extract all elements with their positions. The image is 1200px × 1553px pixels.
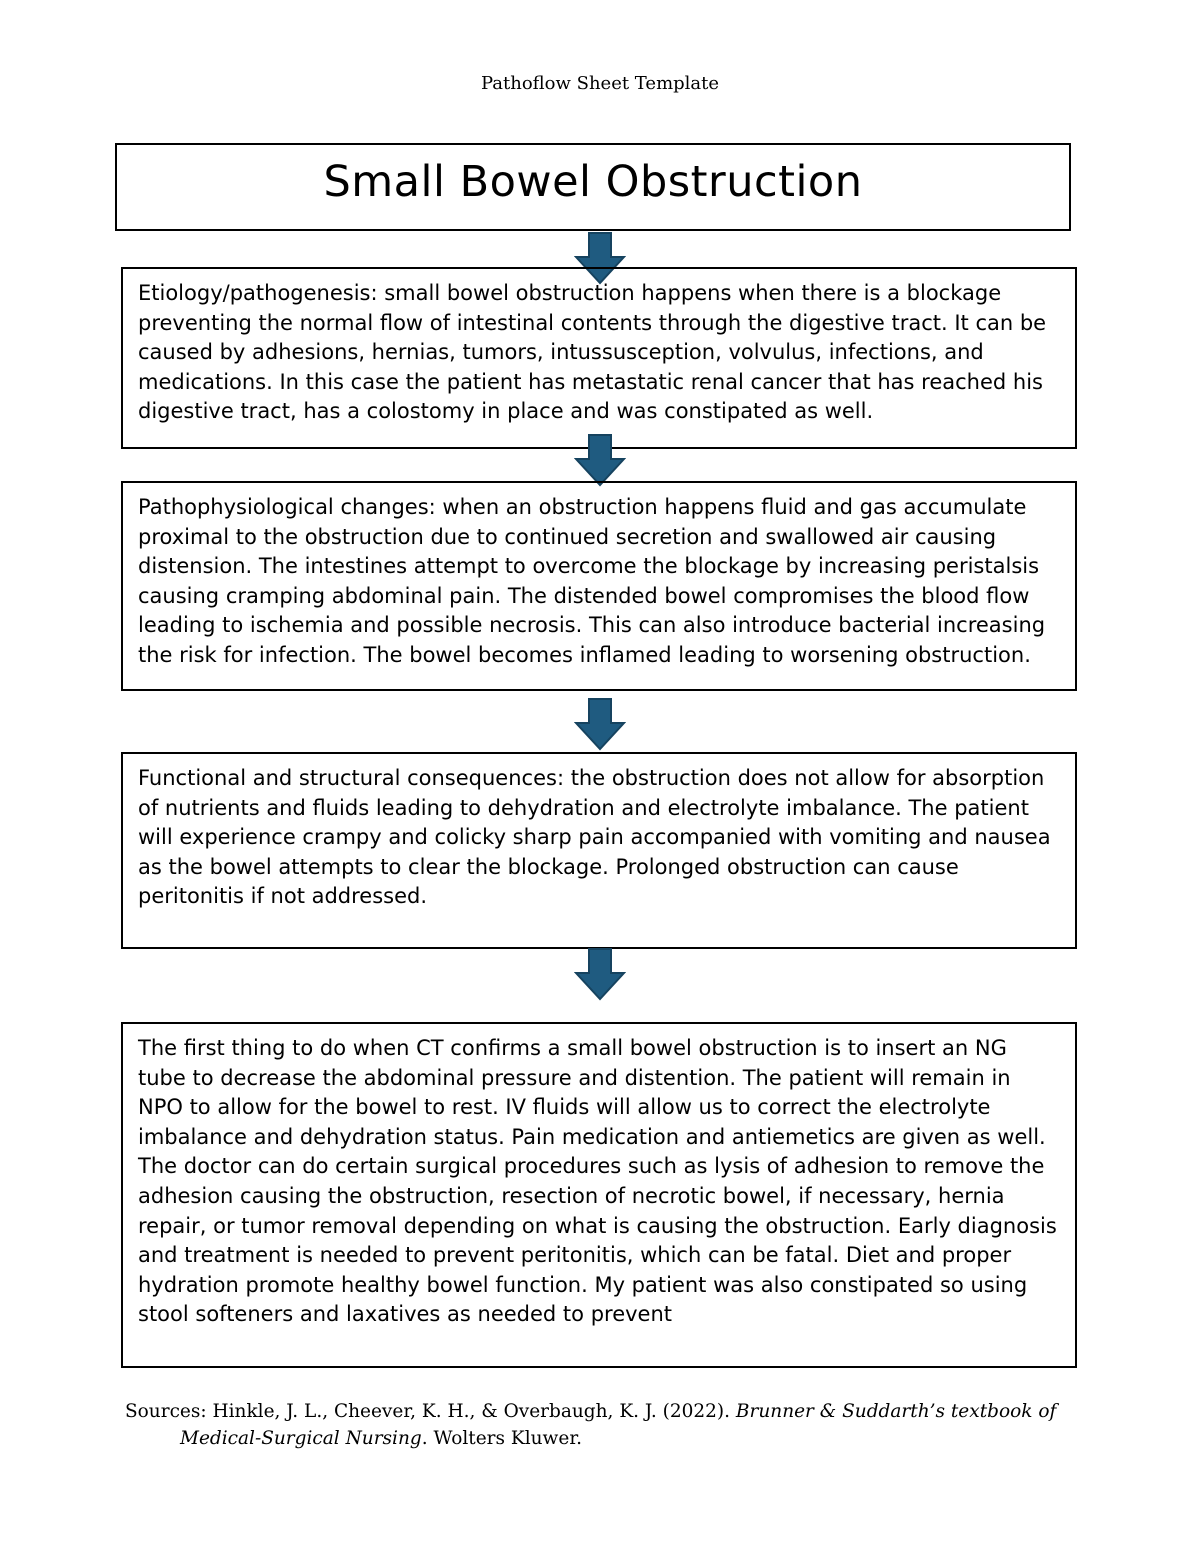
citation-book-subtitle: Medical-Surgical Nursing xyxy=(180,1428,422,1449)
sources-citation xyxy=(125,1398,1095,1452)
treatment-box xyxy=(121,1022,1077,1368)
page-header: Pathoflow Sheet Template xyxy=(480,73,720,94)
pathophysiology-text: Pathophysiological changes: when an obstruction happens fluid and gas accumulate proximal to the obstruction due to continued secretion and swallowed air causing distension. The intestines attempt to overcome the blockage by increasing peristalsis causing cramping abdominal pain. The distended bowel compromises the blood flow leading to ischemia and possible necrosis. This can also introduce bacterial increasing the risk for infection. The bowel becomes inflamed leading to worsening obstruction. xyxy=(138,495,1046,667)
citation-book-title: Brunner & Suddarth’s textbook of xyxy=(735,1401,1057,1422)
down-arrow-icon xyxy=(574,697,626,755)
citation-continuation xyxy=(125,1425,1095,1452)
treatment-text: The first thing to do when CT confirms a small bowel obstruction is to insert an NG tube to decrease the abdominal pressure and distention. The patient will remain in NPO to allow for the bowel to rest. IV fluids will allow us to correct the electrolyte imbalance and dehydration status. Pain medication and antiemetics are given as well. The doctor can do certain surgical procedures such as lysis of adhesion to remove the adhesion causing the obstruction, resection of necrotic bowel, if necessary, hernia repair, or tumor removal depending on what is causing the obstruction. Early diagnosis and treatment is needed to prevent peritonitis, which can be fatal. Diet and proper hydration promote healthy bowel function. My patient was also constipated so using stool softeners and laxatives as needed to prevent xyxy=(138,1036,1057,1327)
down-arrow-icon xyxy=(574,947,626,1005)
consequences-box xyxy=(121,752,1077,949)
citation-authors: Sources: Hinkle, J. L., Cheever, K. H., & Overbaugh, K. J. (2022). xyxy=(125,1401,736,1422)
etiology-text: Etiology/pathogenesis: small bowel obstruction happens when there is a blockage preventing the normal flow of intestinal contents through the digestive tract. It can be caused by adhesions, hernias, tumors, intussusception, volvulus, infections, and medications. In this case the patient has metastatic renal cancer that has reached his digestive tract, has a colostomy in place and was constipated as well. xyxy=(138,281,1047,424)
diagram-title: Small Bowel Obstruction xyxy=(115,143,1071,231)
citation-publisher: . Wolters Kluwer. xyxy=(421,1428,583,1449)
consequences-text: Functional and structural consequences: the obstruction does not allow for absorption of nutrients and fluids leading to dehydration and electrolyte imbalance. The patient will experience crampy and colicky sharp pain accompanied with vomiting and nausea as the bowel attempts to clear the blockage. Prolonged obstruction can cause peritonitis if not addressed. xyxy=(138,766,1051,909)
etiology-box xyxy=(121,267,1077,449)
pathophysiology-box xyxy=(121,481,1077,691)
